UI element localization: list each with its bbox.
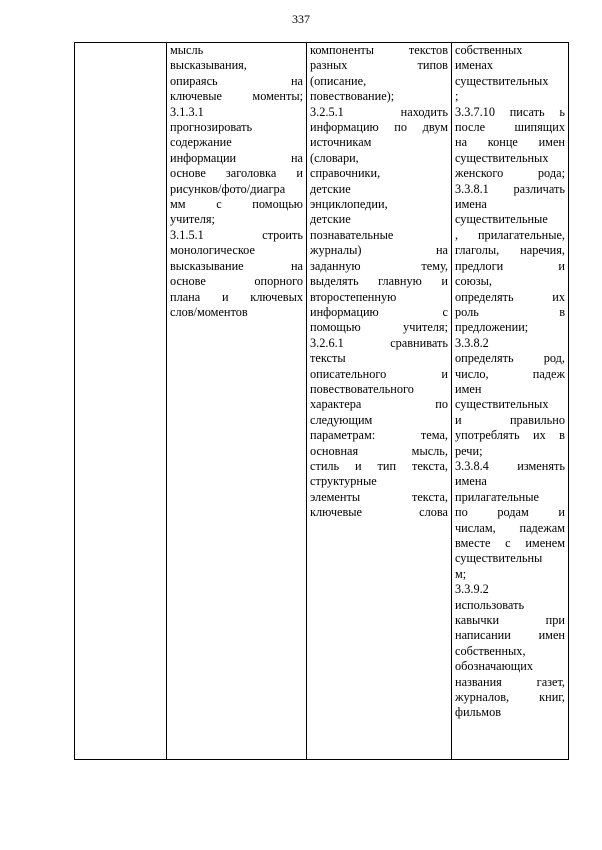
text-line: элементы текста, — [310, 489, 448, 504]
text-line: справочники, — [310, 166, 381, 181]
text-line: глаголы, наречия, — [455, 243, 565, 258]
table-row — [75, 43, 569, 760]
text-line: информации на — [170, 150, 303, 165]
text-line: 3.2.6.1 сравнивать — [310, 335, 448, 350]
text-line: следующим — [310, 412, 373, 427]
text-line: 3.3.8.1 различать — [455, 181, 565, 196]
text-line: повествовательного — [310, 381, 414, 396]
text-line: стиль и тип текста, — [310, 458, 448, 473]
text-line: характера по — [310, 397, 448, 412]
text-line: основная мысль, — [310, 443, 448, 458]
text-line: выделять главную и — [310, 274, 448, 289]
text-line: определять род, — [455, 351, 565, 366]
text-line: роль в — [455, 304, 565, 319]
text-line: речи; — [455, 443, 483, 458]
text-line: основе опорного — [170, 274, 303, 289]
text-line: прилагательные — [455, 489, 539, 504]
text-line: мысль — [170, 43, 204, 57]
text-line: предложении; — [455, 320, 529, 335]
text-line: и правильно — [455, 412, 565, 427]
text-line: основе заголовка и — [170, 166, 303, 181]
text-line: информацию с — [310, 304, 448, 319]
text-line: собственных, — [455, 643, 526, 658]
text-line: имена — [455, 197, 487, 212]
text-line: 3.3.7.10 писать ь — [455, 104, 565, 119]
text-line: ключевые моменты; — [170, 89, 303, 104]
table-cell-col1 — [75, 43, 167, 760]
text-line: тексты — [310, 351, 346, 366]
text-line: второстепенную — [310, 289, 397, 304]
text-line: м; — [455, 566, 467, 581]
text-line: 3.2.5.1 находить — [310, 104, 448, 119]
text-line: фильмов — [455, 705, 502, 720]
text-line: кавычки при — [455, 613, 565, 628]
text-line: написании имен — [455, 628, 565, 643]
text-line: ключевые слова — [310, 505, 448, 520]
text-line: мм с помощью — [170, 197, 303, 212]
page-number: 337 — [292, 12, 310, 26]
text-line: информацию по двум — [310, 120, 448, 135]
text-line: источникам — [310, 135, 372, 150]
text-line: структурные — [310, 474, 377, 489]
text-line: заданную тему, — [310, 258, 448, 273]
text-line: названия газет, — [455, 674, 565, 689]
text-line: 3.3.9.2 — [455, 582, 489, 597]
text-line: ; — [455, 89, 459, 104]
text-line: 3.3.8.4 изменять — [455, 458, 565, 473]
text-line: , прилагательные, — [455, 227, 565, 242]
text-line: существительных — [455, 150, 549, 165]
text-line: описательного и — [310, 366, 448, 381]
text-line: числам, падежам — [455, 520, 565, 535]
text-line: имен — [455, 381, 482, 396]
text-line: вместе с именем — [455, 536, 565, 550]
text-line: 3.1.3.1 — [170, 104, 204, 119]
text-line: женского рода; — [455, 166, 565, 181]
text-line: разных типов — [310, 58, 448, 73]
text-line: плана и ключевых — [170, 289, 303, 304]
text-line: существительны — [455, 551, 543, 566]
text-line: учителя; — [170, 212, 215, 227]
text-line: помощью учителя; — [310, 320, 448, 335]
text-line: слов/моментов — [170, 304, 248, 319]
text-line: 3.3.8.2 — [455, 335, 489, 350]
text-line: рисунков/фото/диагра — [170, 181, 286, 196]
text-line: высказывания, — [170, 58, 247, 73]
text-line: детские — [310, 212, 351, 227]
curriculum-table — [74, 42, 569, 760]
text-line: число, падеж — [455, 366, 565, 381]
table-cell-col4 — [452, 43, 569, 760]
text-line: компоненты текстов — [310, 43, 448, 57]
text-line: употреблять их в — [455, 428, 565, 443]
text-line: познавательные — [310, 227, 394, 242]
text-line: прогнозировать — [170, 120, 253, 135]
text-line: энциклопедии, — [310, 197, 388, 212]
text-line: по родам и — [455, 505, 565, 520]
text-line: использовать — [455, 597, 525, 612]
text-line: существительных — [455, 397, 549, 412]
text-line: предлоги и — [455, 258, 565, 273]
table-cell-col3 — [307, 43, 452, 760]
text-line: имена — [455, 474, 487, 489]
text-line: 3.1.5.1 строить — [170, 227, 303, 242]
text-line: (описание, — [310, 73, 367, 88]
text-line: опираясь на — [170, 73, 303, 88]
text-line: высказывание на — [170, 258, 303, 273]
text-line: собственных — [455, 43, 523, 57]
text-line: журналов, книг, — [455, 690, 565, 705]
text-line: журналы) на — [310, 243, 448, 258]
text-line: союзы, — [455, 274, 492, 289]
text-line: существительных — [455, 73, 549, 88]
text-line: именах — [455, 58, 494, 73]
text-line: определять их — [455, 289, 565, 304]
table-cell-col2 — [167, 43, 307, 760]
text-line: повествование); — [310, 89, 395, 104]
text-line: детские — [310, 181, 351, 196]
text-line: после шипящих — [455, 120, 565, 135]
text-line: обозначающих — [455, 659, 533, 674]
text-line: на конце имен — [455, 135, 565, 150]
text-line: (словари, — [310, 150, 359, 165]
text-line: существительные — [455, 212, 548, 227]
text-line: монологическое — [170, 243, 255, 258]
text-line: содержание — [170, 135, 232, 150]
text-line: параметрам: тема, — [310, 428, 448, 443]
